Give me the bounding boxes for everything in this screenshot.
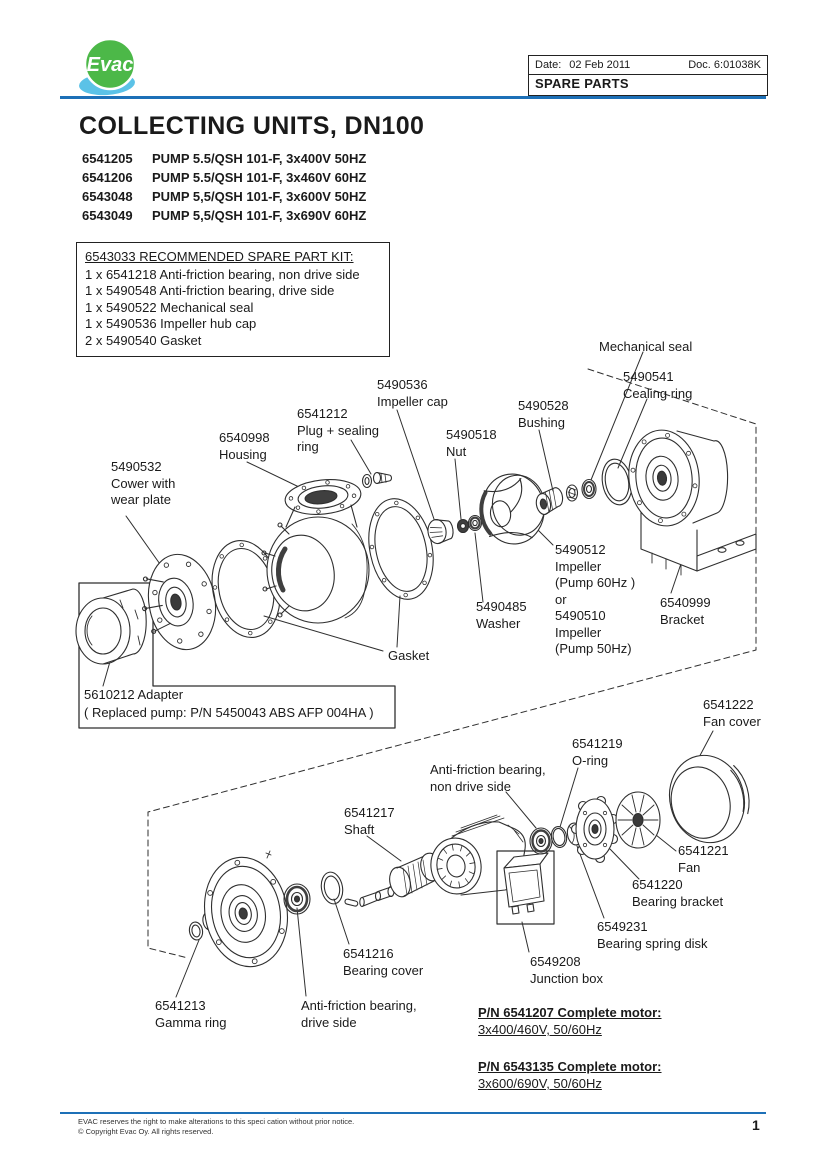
housing-part <box>262 476 369 623</box>
bearing-cover-part <box>319 870 345 905</box>
pump-description: PUMP 5,5/QSH 101-F, 3x600V 50HZ <box>152 189 367 204</box>
pump-description: PUMP 5,5/QSH 101-F, 3x690V 60HZ <box>152 208 367 223</box>
pump-description: PUMP 5.5/QSH 101-F, 3x460V 60HZ <box>152 170 367 185</box>
part-label-bearing-drive: Anti-friction bearing, drive side <box>301 998 417 1030</box>
part-label-washer: 5490485 Washer <box>476 599 527 631</box>
bearing-non-drive-part <box>530 828 552 854</box>
part-label-bearing-non-drive: Anti-friction bearing, non drive side <box>430 762 546 794</box>
mechanical-seal-spring-part <box>567 485 578 501</box>
doc-subtitle: SPARE PARTS <box>535 76 629 91</box>
spare-kit-item: 1 x 5490522 Mechanical seal <box>85 299 254 315</box>
pump-part-number: 6541206 <box>82 170 133 185</box>
gamma-ring-part <box>188 921 204 941</box>
adapter-part <box>76 589 146 664</box>
washer-part <box>469 516 482 531</box>
cover-wear-plate-part <box>134 549 223 656</box>
part-label-fan-cover: 6541222 Fan cover <box>703 697 761 729</box>
footer-rule <box>60 1112 766 1114</box>
part-label-bearing-spring-disk: 6549231 Bearing spring disk <box>597 919 708 951</box>
adapter-note-line2: ( Replaced pump: P/N 5450043 ABS AFP 004HA ) <box>84 705 374 720</box>
mechanical-seal-seat-part <box>582 480 596 499</box>
flange-screw-part <box>266 851 271 858</box>
page-number: 1 <box>752 1117 760 1133</box>
part-label-impeller: 5490512 Impeller (Pump 60Hz ) or 5490510 Impeller (Pump 50Hz) <box>555 542 636 656</box>
part-label-housing: 6540998 Housing <box>219 430 270 462</box>
motor-2-part-number: P/N 6543135 Complete motor: <box>478 1059 662 1074</box>
bearing-bracket-part <box>572 797 618 863</box>
part-label-bearing-cover: 6541216 Bearing cover <box>343 946 424 978</box>
doc-number: Doc. 6:01038K <box>688 59 761 71</box>
part-label-impeller-cap: 5490536 Impeller cap <box>377 377 448 409</box>
leader-lines <box>103 352 713 997</box>
pump-part-number: 6543048 <box>82 189 133 204</box>
footer-disclaimer: EVAC reserves the right to make alterations to this speci cation without prior notice. <box>78 1117 355 1126</box>
spare-kit-item: 2 x 5490540 Gasket <box>85 332 202 348</box>
gasket2-part <box>360 493 442 606</box>
nut-part <box>458 520 469 533</box>
motor-1-spec: 3x400/460V, 50/60Hz <box>478 1022 602 1037</box>
part-label-fan: 6541221 Fan <box>678 843 729 875</box>
spare-kit-item: 1 x 5490548 Anti-friction bearing, drive side <box>85 283 335 298</box>
motor-2-spec: 3x600/690V, 50/60Hz <box>478 1076 602 1091</box>
date-value: 02 Feb 2011 <box>569 59 631 71</box>
part-label-bushing: 5490528 Bushing <box>518 398 569 430</box>
footer-copyright: © Copyright Evac Oy. All rights reserved. <box>78 1126 214 1136</box>
part-label-cealing-ring: 5490541 Cealing ring <box>623 369 693 401</box>
page-title: COLLECTING UNITS, DN100 <box>79 112 425 140</box>
spare-kit-item: 1 x 6541218 Anti-friction bearing, non drive side <box>85 266 360 282</box>
part-label-gamma-ring: 6541213 Gamma ring <box>155 998 227 1030</box>
shaft-key-part <box>344 899 358 907</box>
pump-part-number: 6541205 <box>82 151 133 166</box>
part-label-o-ring: 6541219 O-ring <box>572 736 623 768</box>
part-label-plug-sealing-ring: 6541212 Plug + sealing ring <box>297 406 380 454</box>
part-label-shaft: 6541217 Shaft <box>344 805 395 837</box>
date-label: Date: <box>535 59 562 71</box>
bracket-part <box>624 427 756 575</box>
spare-kit-title: 6543033 RECOMMENDED SPARE PART KIT: <box>85 249 354 264</box>
junction-box-part <box>504 853 548 914</box>
motor-1-part-number: P/N 6541207 Complete motor: <box>478 1005 662 1020</box>
part-label-gasket: Gasket <box>388 648 430 663</box>
part-label-bearing-bracket: 6541220 Bearing bracket <box>632 877 724 909</box>
pump-description: PUMP 5.5/QSH 101-F, 3x400V 50HZ <box>152 151 367 166</box>
fan-part <box>616 792 660 848</box>
spare-kit-item: 1 x 5490536 Impeller hub cap <box>85 316 257 331</box>
plug-sealing-ring-part <box>363 473 392 488</box>
logo-text: Evac <box>86 54 134 76</box>
part-label-mechanical-seal: Mechanical seal <box>599 339 693 354</box>
motor-note-2 <box>478 1058 662 1092</box>
o-ring-part <box>550 825 568 848</box>
motor-note-1 <box>478 1004 662 1038</box>
pump-part-number: 6543049 <box>82 208 133 223</box>
adapter-note-line1: 5610212 Adapter <box>84 687 184 702</box>
part-label-bracket: 6540999 Bracket <box>660 595 711 627</box>
part-label-nut: 5490518 Nut <box>446 427 497 459</box>
part-label-cover-wear-plate: 5490532 Cower with wear plate <box>111 459 176 507</box>
footer-text <box>78 1117 354 1136</box>
part-label-junction-box: 6549208 Junction box <box>530 954 603 986</box>
motor-flange-part <box>196 851 296 974</box>
fan-cover-part <box>660 746 758 850</box>
